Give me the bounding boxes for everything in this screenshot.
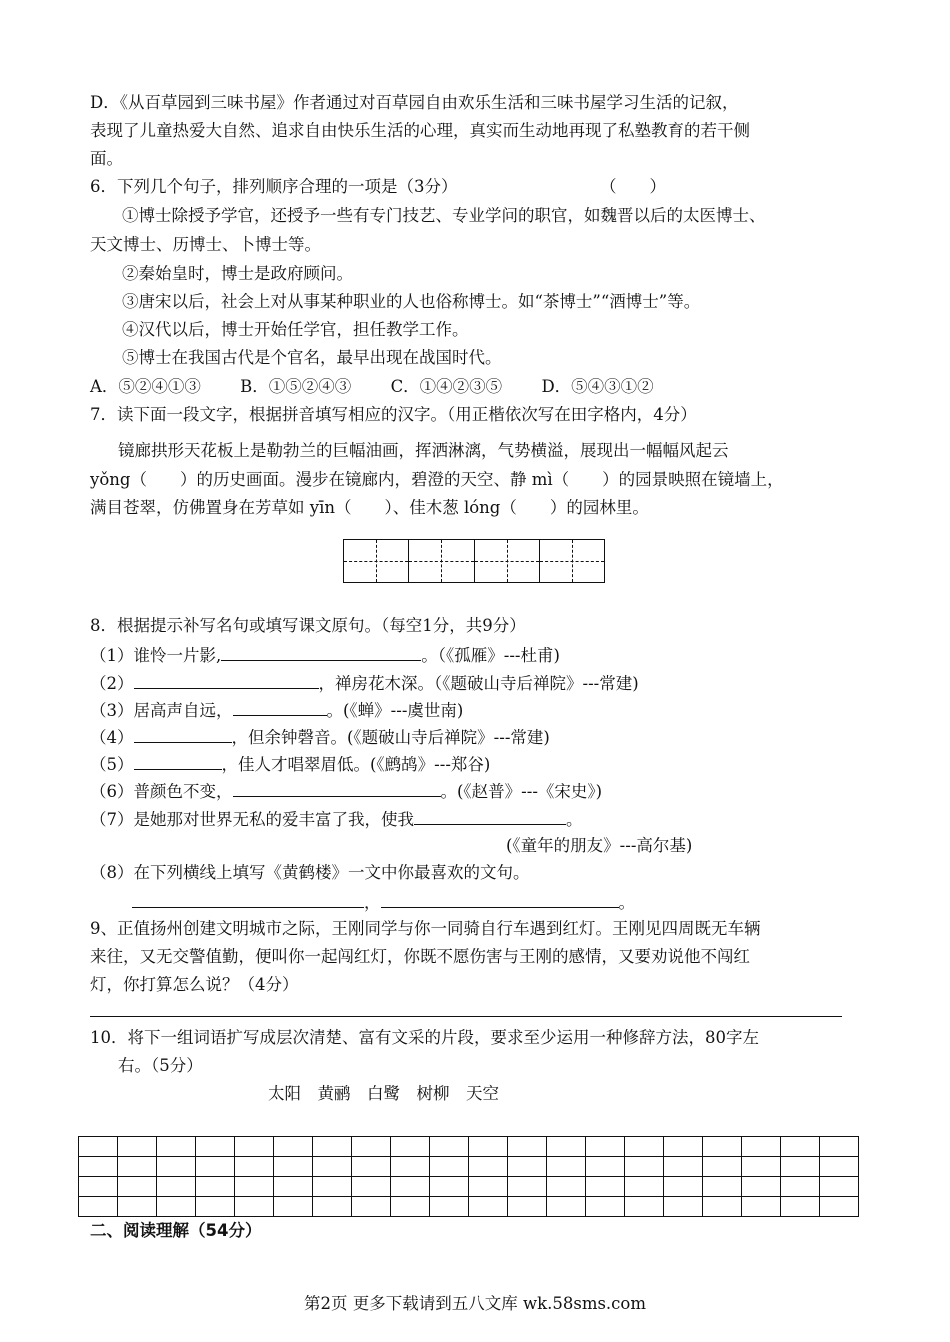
grid-cell[interactable] [820, 1137, 859, 1157]
grid-cell[interactable] [625, 1137, 664, 1157]
grid-cell[interactable] [703, 1197, 742, 1217]
grid-cell[interactable] [625, 1177, 664, 1197]
answer-blank[interactable] [134, 753, 222, 770]
q10-line-2: 右。（5分） [118, 1056, 203, 1075]
q9-line-1: 9、正值扬州创建文明城市之际，王刚同学与你一同骑自行车遇到红灯。王刚见四周既无车辆 [90, 919, 761, 938]
grid-cell[interactable] [157, 1177, 196, 1197]
q8-item-5 [90, 753, 490, 776]
q6-stem [90, 176, 666, 198]
grid-cell[interactable] [313, 1177, 352, 1197]
q8-item-4-source: ，但余钟磬音。(《题破山寺后禅院》---常建) [231, 728, 550, 747]
q8-item-3-source: 。(《蝉》---虞世南) [326, 701, 464, 720]
q8-item-6-source: 。(《赵普》---《宋史》) [440, 782, 603, 801]
grid-cell[interactable] [547, 1137, 586, 1157]
grid-cell[interactable] [430, 1197, 469, 1217]
grid-cell[interactable] [508, 1177, 547, 1197]
grid-cell[interactable] [664, 1197, 703, 1217]
q8-item-8-blanks [132, 891, 635, 914]
grid-cell[interactable] [586, 1157, 625, 1177]
q8-item-2 [90, 672, 639, 695]
grid-cell[interactable] [274, 1197, 313, 1217]
q6-options [90, 376, 688, 398]
grid-cell[interactable] [118, 1157, 157, 1177]
grid-cell[interactable] [781, 1137, 820, 1157]
q7-passage-1: 镜廊拱形天花板上是勒勃兰的巨幅油画，挥洒淋漓，气势横溢，展现出一幅幅风起云 [118, 441, 729, 460]
q6-sentence-2: ②秦始皇时，博士是政府顾问。 [122, 264, 353, 283]
grid-cell[interactable] [157, 1137, 196, 1157]
writing-grid[interactable] [78, 1136, 859, 1217]
grid-cell[interactable] [469, 1197, 508, 1217]
grid-cell[interactable] [196, 1157, 235, 1177]
grid-cell[interactable] [352, 1157, 391, 1177]
grid-cell[interactable] [664, 1157, 703, 1177]
q8-item-7-end: 。 [566, 810, 583, 829]
grid-cell[interactable] [742, 1177, 781, 1197]
grid-cell[interactable] [235, 1177, 274, 1197]
q8-item-4 [90, 726, 550, 749]
page-footer: 第2页 更多下载请到五八文库 wk.58sms.com [304, 1294, 646, 1313]
grid-cell[interactable] [469, 1177, 508, 1197]
grid-cell[interactable] [430, 1157, 469, 1177]
q9-line-3: 灯，你打算怎么说？（4分） [90, 975, 299, 994]
q8-item-1-source: 。（《孤雁》---杜甫) [421, 646, 560, 665]
grid-cell[interactable] [781, 1177, 820, 1197]
q8-item-4-prefix: （4） [90, 728, 134, 747]
q8-item-1-prefix: （1）谁怜一片影, [90, 646, 222, 665]
grid-cell[interactable] [274, 1137, 313, 1157]
grid-cell[interactable] [508, 1157, 547, 1177]
q8-item-3 [90, 699, 463, 722]
q8-item-5-prefix: （5） [90, 755, 134, 774]
q8-item-6-prefix: （6）普颜色不变， [90, 782, 233, 801]
grid-cell[interactable] [274, 1157, 313, 1177]
grid-cell[interactable] [703, 1137, 742, 1157]
option-d-line-3: 面。 [90, 149, 123, 168]
tianzige-cell[interactable] [344, 540, 408, 582]
q8-item-8-comma: ， [364, 893, 381, 912]
q8-item-5-source: ，佳人才唱翠眉低。(《鹧鸪》---郑谷) [221, 755, 491, 774]
q7-stem: 7．读下面一段文字，根据拼音填写相应的汉字。（用正楷依次写在田字格内，4分） [90, 405, 697, 424]
grid-cell[interactable] [235, 1197, 274, 1217]
grid-cell[interactable] [586, 1137, 625, 1157]
grid-cell[interactable] [547, 1177, 586, 1197]
grid-cell[interactable] [625, 1157, 664, 1177]
grid-cell[interactable] [820, 1177, 859, 1197]
grid-cell[interactable] [118, 1137, 157, 1157]
q8-item-8: （8）在下列横线上填写《黄鹤楼》一文中你最喜欢的文句。 [90, 863, 530, 882]
grid-cell[interactable] [118, 1177, 157, 1197]
grid-cell[interactable] [196, 1177, 235, 1197]
grid-cell[interactable] [742, 1157, 781, 1177]
grid-cell[interactable] [469, 1137, 508, 1157]
grid-cell[interactable] [508, 1197, 547, 1217]
grid-cell[interactable] [157, 1197, 196, 1217]
answer-blank[interactable] [233, 699, 327, 716]
grid-row [79, 1137, 859, 1157]
grid-cell[interactable] [625, 1197, 664, 1217]
tianzige-cell[interactable] [539, 540, 604, 582]
grid-cell[interactable] [79, 1137, 118, 1157]
q10-words: 太阳 黄鹂 白鹭 树柳 天空 [268, 1084, 499, 1103]
answer-blank[interactable] [381, 891, 619, 908]
option-d-line-2: 表现了儿童热爱大自然、追求自由快乐生活的心理，真实而生动地再现了私塾教育的若干侧 [90, 121, 750, 140]
grid-cell[interactable] [352, 1177, 391, 1197]
q6-sentence-3: ③唐宋以后，社会上对从事某种职业的人也俗称博士。如“茶博士”“酒博士”等。 [122, 292, 701, 311]
answer-blank[interactable] [134, 672, 319, 689]
grid-cell[interactable] [352, 1137, 391, 1157]
option-d-line-1: D．《从百草园到三味书屋》作者通过对百草园自由欢乐生活和三味书屋学习生活的记叙， [90, 93, 739, 112]
answer-blank[interactable] [132, 891, 364, 908]
grid-cell[interactable] [391, 1157, 430, 1177]
grid-cell[interactable] [469, 1157, 508, 1177]
grid-cell[interactable] [391, 1177, 430, 1197]
grid-cell[interactable] [508, 1137, 547, 1157]
grid-cell[interactable] [391, 1137, 430, 1157]
grid-cell[interactable] [664, 1177, 703, 1197]
grid-cell[interactable] [313, 1137, 352, 1157]
q6-answer-paren: （ ） [600, 177, 666, 196]
grid-cell[interactable] [196, 1137, 235, 1157]
q8-item-2-source: ，禅房花木深。（《题破山寺后禅院》---常建) [318, 674, 639, 693]
grid-cell[interactable] [313, 1157, 352, 1177]
answer-blank[interactable] [233, 780, 441, 797]
grid-cell[interactable] [79, 1157, 118, 1177]
grid-cell[interactable] [235, 1137, 274, 1157]
grid-cell[interactable] [430, 1177, 469, 1197]
q8-item-3-prefix: （3）居高声自远， [90, 701, 233, 720]
grid-cell[interactable] [235, 1157, 274, 1177]
grid-cell[interactable] [196, 1197, 235, 1217]
grid-row [79, 1157, 859, 1177]
q8-item-7-prefix: （7）是她那对世界无私的爱丰富了我，使我 [90, 810, 414, 829]
grid-cell[interactable] [547, 1157, 586, 1177]
grid-cell[interactable] [586, 1197, 625, 1217]
grid-cell[interactable] [79, 1177, 118, 1197]
q6-option-a[interactable]: A．⑤②④①③ [90, 377, 201, 396]
q7-passage-3: 满目苍翠，仿佛置身在芳草如 yīn（ ）、佳木葱 lóng（ ）的园林里。 [90, 498, 649, 517]
grid-cell[interactable] [664, 1137, 703, 1157]
q8-item-2-prefix: （2） [90, 674, 134, 693]
q6-stem-text: 6．下列几个句子，排列顺序合理的一项是（3分） [90, 177, 458, 196]
grid-cell[interactable] [820, 1197, 859, 1217]
grid-cell[interactable] [547, 1197, 586, 1217]
grid-cell[interactable] [313, 1197, 352, 1217]
grid-cell[interactable] [586, 1177, 625, 1197]
q8-stem: 8．根据提示补写名句或填写课文原句。（每空1分，共9分） [90, 616, 526, 635]
tianzige-cell[interactable] [408, 540, 473, 582]
q10-line-1: 10．将下一组词语扩写成层次清楚、富有文采的片段，要求至少运用一种修辞方法，80字左 [90, 1028, 759, 1047]
grid-cell[interactable] [79, 1197, 118, 1217]
grid-cell[interactable] [703, 1157, 742, 1177]
grid-row [79, 1177, 859, 1197]
grid-cell[interactable] [742, 1197, 781, 1217]
q6-option-b[interactable]: B．①⑤②④③ [240, 377, 352, 396]
q6-option-d[interactable]: D．⑤④③①② [541, 377, 654, 396]
q7-passage-2: yǒng（ ）的历史画面。漫步在镜廊内，碧澄的天空、静 mì（ ）的园景映照在镜墙上， [90, 470, 784, 489]
q6-sentence-1a: ①博士除授予学官，还授予一些有专门技艺、专业学问的职官，如魏晋以后的太医博士、 [122, 206, 766, 225]
q8-item-7 [90, 808, 583, 831]
grid-cell[interactable] [352, 1197, 391, 1217]
grid-cell[interactable] [742, 1137, 781, 1157]
grid-cell[interactable] [781, 1197, 820, 1217]
grid-cell[interactable] [820, 1157, 859, 1177]
q9-line-2: 来往，又无交警值勤，便叫你一起闯红灯，你既不愿伤害与王刚的感情，又要劝说他不闯红 [90, 947, 750, 966]
grid-cell[interactable] [118, 1197, 157, 1217]
grid-cell[interactable] [703, 1177, 742, 1197]
q8-item-7-source: (《童年的朋友》---高尔基) [506, 836, 693, 855]
q8-item-8-period: 。 [618, 893, 635, 912]
grid-cell[interactable] [781, 1157, 820, 1177]
grid-cell[interactable] [430, 1137, 469, 1157]
q6-option-c[interactable]: C．①④②③⑤ [390, 377, 503, 396]
answer-blank[interactable] [221, 644, 421, 661]
q8-item-1 [90, 644, 560, 667]
q6-sentence-5: ⑤博士在我国古代是个官名，最早出现在战国时代。 [122, 348, 502, 367]
tianzige-grid[interactable] [343, 539, 605, 583]
q6-sentence-1b: 天文博士、历博士、卜博士等。 [90, 235, 321, 254]
q8-item-6 [90, 780, 602, 803]
grid-cell[interactable] [274, 1177, 313, 1197]
answer-blank[interactable] [134, 726, 232, 743]
answer-blank[interactable] [414, 808, 566, 825]
section-2-title: 二、阅读理解（54分） [90, 1221, 262, 1240]
q9-answer-line[interactable] [90, 1016, 842, 1017]
tianzige-cell[interactable] [474, 540, 539, 582]
grid-cell[interactable] [157, 1157, 196, 1177]
q6-sentence-4: ④汉代以后，博士开始任学官，担任教学工作。 [122, 320, 469, 339]
grid-cell[interactable] [391, 1197, 430, 1217]
grid-row [79, 1197, 859, 1217]
